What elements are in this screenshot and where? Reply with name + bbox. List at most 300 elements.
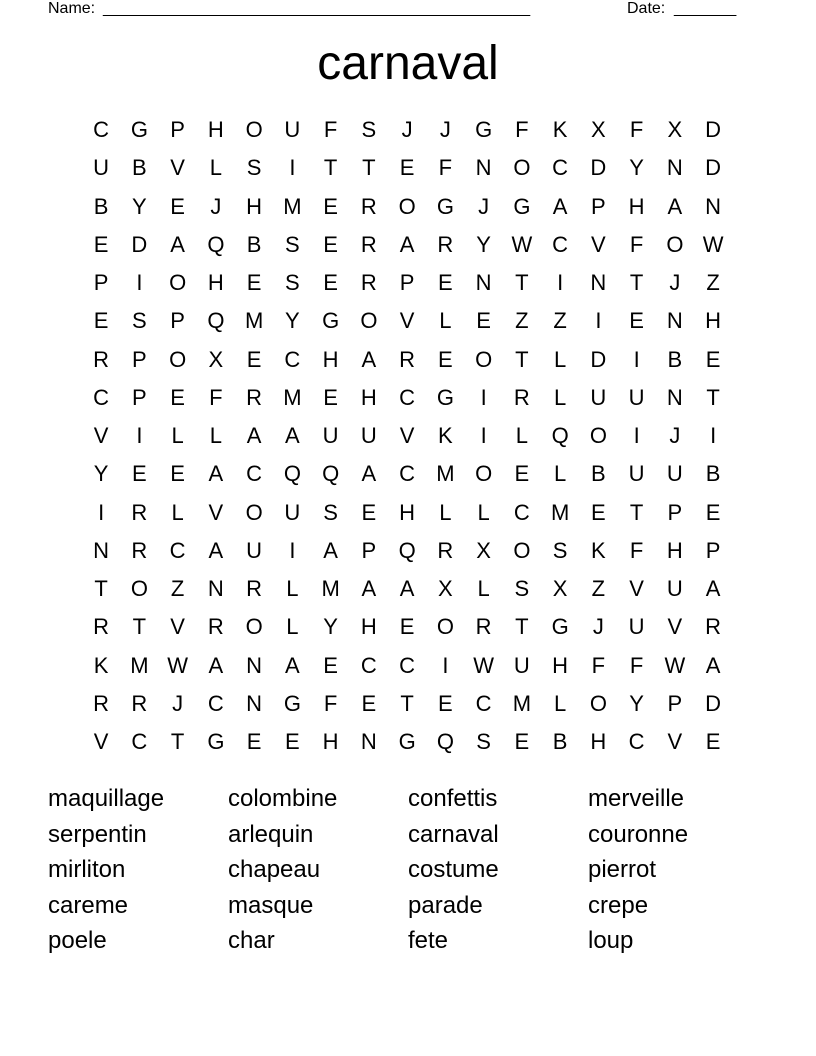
grid-letter: D — [590, 346, 607, 372]
grid-letter: R — [437, 537, 454, 563]
grid-letter: C — [360, 652, 377, 678]
grid-letter: V — [170, 155, 185, 181]
grid-letter: R — [93, 614, 110, 640]
grid-letter: V — [629, 576, 644, 601]
grid-letter: J — [478, 193, 490, 219]
grid-letter: P — [132, 384, 147, 410]
grid-letter: U — [284, 117, 301, 142]
grid-letter: R — [207, 614, 224, 640]
grid-letter: M — [244, 308, 264, 334]
grid-letter: K — [552, 117, 568, 142]
grid-letter: O — [169, 270, 187, 295]
grid-letter: F — [629, 652, 644, 678]
word-list-item: pierrot — [588, 856, 657, 883]
grid-letter: V — [399, 308, 415, 334]
grid-letter: X — [438, 576, 453, 601]
grid-letter: Z — [706, 270, 720, 295]
grid-letter: C — [131, 729, 148, 754]
grid-letter: Q — [207, 308, 225, 334]
word-list — [48, 781, 768, 959]
grid-letter: L — [515, 423, 528, 448]
grid-letter: C — [399, 652, 416, 678]
grid-letter: H — [590, 729, 607, 754]
grid-letter: A — [705, 576, 721, 601]
grid-letter: F — [629, 537, 644, 563]
grid-letter: X — [476, 537, 491, 563]
date-field-line: _______ — [674, 0, 737, 17]
grid-letter: E — [170, 384, 185, 410]
word-list-item: careme — [48, 891, 129, 919]
grid-letter: J — [592, 614, 604, 640]
grid-letter: G — [322, 308, 340, 334]
grid-letter: U — [93, 155, 110, 181]
grid-letter: Y — [285, 308, 300, 334]
grid-letter: L — [477, 499, 490, 525]
grid-letter: D — [705, 690, 722, 716]
grid-letter: N — [666, 384, 683, 410]
grid-letter: E — [132, 461, 147, 487]
grid-letter: D — [590, 155, 607, 181]
grid-letter: C — [399, 461, 416, 487]
word-list-item: confettis — [408, 785, 498, 812]
grid-letter: V — [170, 614, 185, 640]
grid-letter: B — [705, 461, 721, 487]
grid-letter: A — [361, 461, 377, 487]
grid-letter: O — [513, 537, 531, 563]
grid-letter: P — [591, 193, 606, 219]
grid-letter: P — [170, 308, 185, 334]
grid-letter: A — [208, 461, 224, 487]
name-field-line: ________________________________________________ — [103, 0, 531, 17]
grid-letter: M — [550, 499, 570, 525]
grid-letter: C — [284, 346, 301, 372]
grid-letter: A — [361, 346, 377, 372]
grid-letter: F — [629, 117, 644, 142]
grid-letter: N — [705, 193, 722, 219]
grid-letter: R — [399, 346, 416, 372]
grid-letter: C — [246, 461, 263, 487]
grid-letter: W — [664, 652, 686, 678]
grid-letter: C — [552, 231, 569, 257]
grid-letter: T — [629, 270, 644, 295]
grid-letter: O — [245, 499, 263, 525]
grid-letter: E — [705, 346, 721, 372]
grid-letter: O — [360, 308, 378, 334]
grid-letter: O — [666, 231, 684, 257]
grid-letter: Q — [398, 537, 416, 563]
word-list-item: char — [228, 927, 275, 954]
grid-letter: S — [285, 231, 300, 257]
grid-letter: M — [321, 576, 340, 601]
grid-letter: Y — [93, 461, 109, 487]
grid-letter: E — [246, 346, 262, 372]
grid-letter: I — [480, 423, 487, 448]
grid-letter: Y — [476, 231, 491, 257]
grid-letter: U — [628, 614, 645, 640]
grid-letter: I — [710, 423, 717, 448]
grid-letter: A — [323, 537, 338, 563]
grid-letter: O — [475, 461, 493, 487]
word-list-item: loup — [588, 927, 634, 954]
grid-letter: N — [666, 155, 683, 181]
grid-letter: C — [399, 384, 416, 410]
grid-letter: F — [323, 117, 338, 142]
grid-letter: T — [132, 614, 147, 640]
word-list-item: fete — [408, 927, 449, 954]
grid-letter: J — [669, 270, 681, 295]
grid-letter: D — [131, 231, 148, 257]
word-list-item: masque — [228, 891, 314, 919]
grid-letter: R — [437, 231, 454, 257]
grid-letter: H — [666, 537, 683, 563]
word-list-item: chapeau — [228, 856, 321, 883]
grid-letter: A — [208, 652, 224, 678]
grid-letter: E — [438, 270, 453, 295]
grid-letter: R — [93, 346, 110, 372]
grid-letter: E — [246, 729, 262, 754]
letter-grid — [82, 111, 732, 761]
grid-letter: E — [170, 461, 185, 487]
grid-letter: S — [246, 155, 262, 181]
date-label: Date: — [627, 0, 666, 17]
word-list-item: merveille — [588, 785, 685, 812]
grid-letter: J — [172, 690, 184, 716]
grid-letter: E — [93, 308, 109, 334]
grid-letter: I — [595, 308, 602, 334]
word-list-item: mirliton — [48, 856, 126, 883]
grid-letter: L — [554, 346, 567, 372]
grid-letter: L — [554, 461, 567, 487]
grid-letter: I — [633, 346, 640, 372]
grid-letter: T — [323, 155, 338, 181]
grid-letter: A — [361, 576, 377, 601]
grid-letter: G — [398, 729, 416, 754]
grid-letter: N — [590, 270, 607, 295]
grid-letter: F — [323, 690, 338, 716]
grid-letter: R — [131, 690, 148, 716]
grid-letter: E — [705, 499, 721, 525]
grid-letter: V — [667, 729, 683, 754]
grid-letter: R — [360, 270, 377, 295]
grid-letter: O — [589, 690, 607, 716]
grid-letter: E — [476, 308, 491, 334]
grid-letter: T — [629, 499, 644, 525]
grid-letter: E — [285, 729, 300, 754]
grid-letter: Y — [323, 614, 338, 640]
grid-letter: H — [207, 117, 224, 142]
grid-letter: F — [209, 384, 223, 410]
page-title: carnaval — [317, 37, 499, 90]
grid-letter: E — [629, 308, 644, 334]
grid-letter: T — [706, 384, 720, 410]
grid-letter: G — [130, 117, 148, 142]
grid-letter: T — [400, 690, 414, 716]
grid-letter: U — [628, 384, 645, 410]
grid-letter: B — [246, 231, 262, 257]
grid-letter: V — [93, 423, 109, 448]
word-list-item: serpentin — [48, 820, 147, 848]
grid-letter: U — [322, 423, 339, 448]
grid-letter: R — [475, 614, 492, 640]
grid-letter: G — [513, 193, 531, 219]
grid-letter: X — [667, 117, 683, 142]
grid-letter: I — [289, 155, 296, 181]
grid-letter: U — [360, 423, 377, 448]
grid-letter: L — [439, 308, 452, 334]
grid-letter: G — [436, 384, 454, 410]
grid-letter: E — [361, 690, 377, 716]
grid-letter: C — [552, 155, 569, 181]
grid-letter: E — [591, 499, 606, 525]
grid-letter: G — [475, 117, 493, 142]
grid-letter: H — [360, 384, 377, 410]
grid-letter: U — [590, 384, 607, 410]
word-list-item: carnaval — [408, 820, 499, 848]
grid-letter: V — [591, 231, 606, 257]
grid-letter: Q — [551, 423, 569, 448]
grid-letter: A — [399, 576, 415, 601]
grid-letter: L — [554, 384, 567, 410]
grid-letter: M — [130, 652, 149, 678]
word-list-item: maquillage — [48, 785, 165, 812]
grid-letter: M — [436, 461, 455, 487]
grid-letter: U — [284, 499, 301, 525]
grid-letter: J — [669, 423, 681, 448]
grid-letter: E — [399, 614, 415, 640]
grid-letter: A — [399, 231, 415, 257]
grid-letter: S — [285, 270, 300, 295]
word-list-item: parade — [408, 891, 483, 919]
grid-letter: H — [207, 270, 224, 295]
grid-letter: E — [93, 231, 109, 257]
word-list-item: arlequin — [228, 820, 314, 848]
grid-letter: H — [246, 193, 263, 219]
grid-letter: X — [552, 576, 568, 601]
grid-letter: T — [515, 270, 529, 295]
grid-letter: N — [93, 537, 110, 563]
grid-letter: L — [477, 576, 490, 601]
grid-letter: L — [171, 499, 184, 525]
grid-letter: A — [552, 193, 568, 219]
grid-letter: C — [513, 499, 530, 525]
grid-letter: R — [513, 384, 530, 410]
grid-letter: W — [167, 652, 188, 678]
grid-letter: O — [169, 346, 187, 372]
grid-letter: Q — [283, 461, 301, 487]
grid-letter: H — [552, 652, 569, 678]
grid-letter: N — [475, 270, 492, 295]
grid-letter: N — [475, 155, 492, 181]
grid-letter: Q — [322, 461, 340, 487]
grid-letter: T — [515, 614, 529, 640]
grid-letter: U — [246, 537, 263, 563]
grid-letter: O — [513, 155, 531, 181]
grid-letter: Y — [629, 690, 644, 716]
grid-letter: B — [591, 461, 606, 487]
grid-letter: Y — [132, 193, 147, 219]
grid-letter: E — [399, 155, 415, 181]
grid-letter: N — [207, 576, 224, 601]
grid-letter: H — [322, 729, 339, 754]
grid-letter: J — [439, 117, 451, 142]
grid-letter: P — [93, 270, 109, 295]
grid-letter: E — [705, 729, 721, 754]
grid-letter: W — [473, 652, 494, 678]
grid-letter: D — [705, 117, 722, 142]
grid-letter: P — [170, 117, 185, 142]
grid-letter: J — [210, 193, 222, 219]
grid-letter: E — [438, 346, 453, 372]
grid-letter: O — [589, 423, 607, 448]
grid-letter: R — [705, 614, 722, 640]
grid-letter: K — [93, 652, 109, 678]
grid-letter: L — [286, 576, 299, 601]
grid-letter: T — [94, 576, 108, 601]
grid-letter: A — [246, 423, 262, 448]
grid-letter: D — [705, 155, 722, 181]
grid-letter: P — [399, 270, 415, 295]
grid-letter: F — [591, 652, 606, 678]
grid-letter: B — [132, 155, 147, 181]
grid-letter: L — [209, 423, 222, 448]
grid-letter: T — [170, 729, 185, 754]
grid-letter: R — [360, 193, 377, 219]
grid-letter: S — [132, 308, 147, 334]
grid-letter: V — [399, 423, 415, 448]
word-list-item: costume — [408, 856, 499, 883]
grid-letter: K — [438, 423, 453, 448]
grid-letter: X — [208, 346, 224, 372]
grid-letter: A — [705, 652, 721, 678]
grid-letter: R — [93, 690, 110, 716]
grid-letter: M — [512, 690, 532, 716]
grid-letter: I — [557, 270, 564, 295]
grid-letter: H — [628, 193, 645, 219]
word-list-item: couronne — [588, 820, 689, 848]
grid-letter: O — [130, 576, 148, 601]
grid-letter: A — [285, 423, 300, 448]
grid-letter: V — [667, 614, 683, 640]
grid-letter: Y — [629, 155, 644, 181]
grid-letter: N — [246, 690, 263, 716]
grid-letter: E — [361, 499, 377, 525]
grid-letter: C — [207, 690, 224, 716]
word-list-item: crepe — [588, 891, 649, 919]
grid-letter: Z — [553, 308, 567, 334]
grid-letter: B — [552, 729, 568, 754]
grid-letter: N — [246, 652, 263, 678]
grid-letter: B — [667, 346, 683, 372]
grid-letter: X — [591, 117, 606, 142]
grid-letter: W — [702, 231, 724, 257]
grid-letter: I — [98, 499, 105, 525]
grid-letter: H — [705, 308, 722, 334]
grid-letter: L — [171, 423, 184, 448]
grid-letter: V — [208, 499, 224, 525]
grid-letter: P — [667, 499, 683, 525]
grid-letter: N — [360, 729, 377, 754]
grid-letter: L — [209, 155, 222, 181]
grid-letter: U — [628, 461, 645, 487]
grid-letter: E — [514, 729, 530, 754]
grid-letter: E — [246, 270, 262, 295]
grid-letter: P — [132, 346, 147, 372]
grid-letter: R — [246, 384, 263, 410]
grid-letter: N — [666, 308, 683, 334]
grid-letter: Z — [515, 308, 529, 334]
grid-letter: O — [475, 346, 493, 372]
grid-letter: Q — [207, 231, 225, 257]
word-list-item: colombine — [228, 785, 338, 812]
grid-letter: A — [285, 652, 300, 678]
grid-letter: W — [511, 231, 533, 257]
grid-letter: P — [361, 537, 377, 563]
grid-letter: I — [289, 537, 296, 563]
grid-letter: F — [629, 231, 644, 257]
grid-letter: I — [442, 652, 449, 678]
grid-letter: S — [552, 537, 568, 563]
grid-letter: C — [169, 537, 186, 563]
grid-letter: U — [666, 461, 683, 487]
grid-letter: H — [399, 499, 416, 525]
grid-letter: E — [514, 461, 530, 487]
grid-letter: O — [436, 614, 454, 640]
grid-letter: L — [439, 499, 452, 525]
grid-letter: A — [208, 537, 224, 563]
grid-letter: F — [515, 117, 529, 142]
grid-letter: F — [438, 155, 453, 181]
grid-letter: S — [323, 499, 338, 525]
grid-letter: E — [323, 384, 338, 410]
grid-letter: P — [705, 537, 721, 563]
grid-letter: P — [667, 690, 683, 716]
grid-letter: H — [360, 614, 377, 640]
grid-letter: E — [323, 231, 338, 257]
header-row — [48, 0, 748, 20]
grid-letter: R — [131, 499, 148, 525]
grid-letter: G — [436, 193, 454, 219]
grid-letter: Z — [591, 576, 606, 601]
grid-letter: I — [136, 270, 143, 295]
grid-letter: R — [360, 231, 377, 257]
grid-letter: C — [93, 384, 110, 410]
grid-letter: M — [283, 193, 302, 219]
grid-letter: T — [362, 155, 376, 181]
grid-letter: O — [245, 117, 263, 142]
grid-letter: S — [476, 729, 491, 754]
grid-letter: I — [633, 423, 640, 448]
grid-letter: U — [513, 652, 530, 678]
grid-letter: O — [398, 193, 416, 219]
grid-letter: H — [322, 346, 339, 372]
grid-letter: L — [554, 690, 567, 716]
grid-letter: E — [323, 193, 338, 219]
name-label: Name: — [48, 0, 96, 17]
grid-letter: E — [323, 652, 338, 678]
grid-letter: Q — [436, 729, 454, 754]
grid-letter: G — [551, 614, 569, 640]
grid-letter: G — [283, 690, 301, 716]
grid-letter: C — [93, 117, 110, 142]
grid-letter: G — [207, 729, 225, 754]
grid-letter: M — [283, 384, 302, 410]
grid-letter: A — [667, 193, 683, 219]
grid-letter: T — [515, 346, 529, 372]
grid-letter: S — [514, 576, 530, 601]
grid-letter: S — [361, 117, 377, 142]
grid-letter: C — [475, 690, 492, 716]
grid-letter: A — [170, 231, 185, 257]
